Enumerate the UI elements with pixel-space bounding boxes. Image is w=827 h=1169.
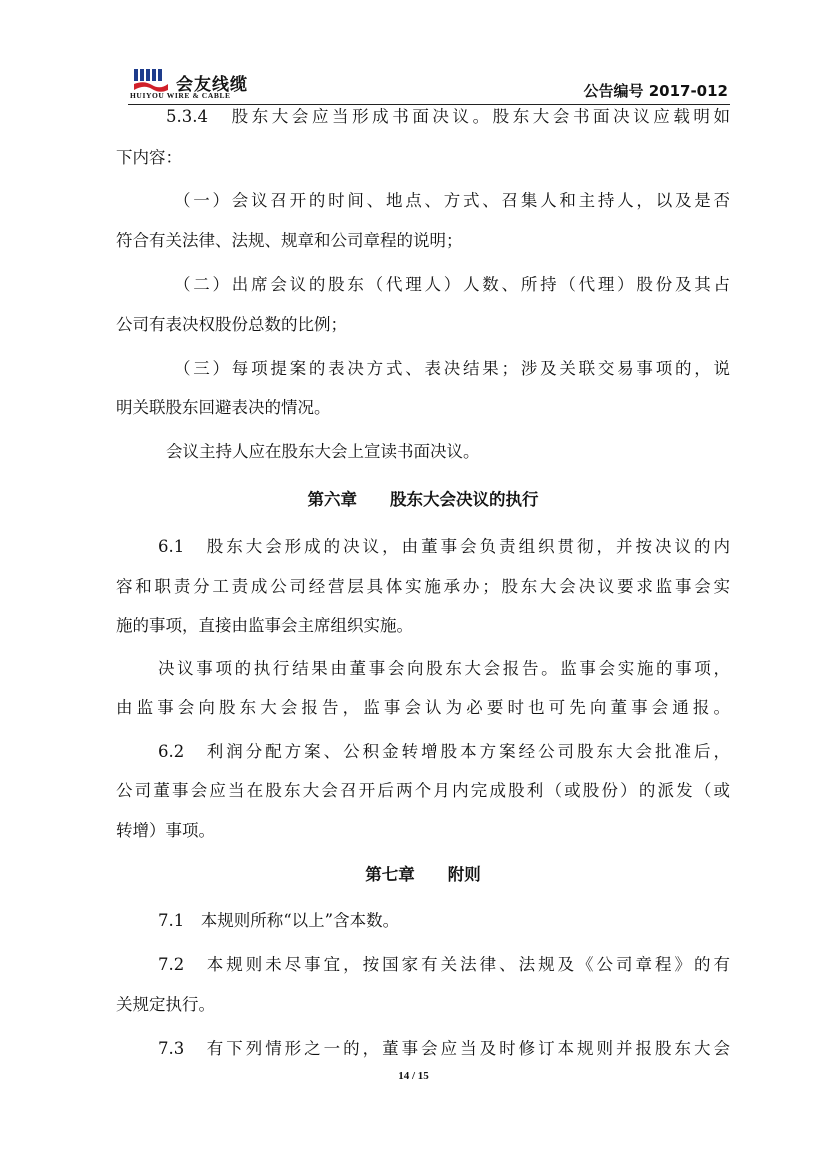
paragraph-line: 明关联股东回避表决的情况。 (116, 398, 331, 417)
announcement-number: 公告编号 2017-012 (583, 82, 728, 100)
paragraph-line: 容和职责分工责成公司经营层具体实施承办；股东大会决议要求监事会实 (116, 577, 730, 596)
paragraph-line: 符合有关法律、法规、规章和公司章程的说明； (116, 231, 463, 250)
paragraph-line: 7.1 本规则所称“以上”含本数。 (158, 911, 400, 930)
paragraph-line: 7.3 有下列情形之一的，董事会应当及时修订本规则并报股东大会 (158, 1039, 730, 1058)
paragraph-line: 由监事会向股东大会报告，监事会认为必要时也可先向董事会通报。 (116, 698, 730, 717)
paragraph-line: 会议主持人应在股东大会上宣读书面决议。 (166, 442, 480, 461)
logo-chinese-name: 会友线缆 (176, 75, 248, 95)
paragraph-line: 5.3.4 股东大会应当形成书面决议。股东大会书面决议应载明如 (166, 107, 730, 126)
page-number: 14 / 15 (398, 1070, 429, 1082)
paragraph-line: 公司有表决权股份总数的比例； (116, 315, 347, 334)
chapter-7-heading: 第七章 附则 (365, 865, 481, 884)
paragraph-line: 转增）事项。 (116, 821, 215, 840)
paragraph-line: （二）出席会议的股东（代理人）人数、所持（代理）股份及其占 (174, 275, 730, 294)
paragraph-line: 关规定执行。 (116, 995, 215, 1014)
paragraph-line: （三）每项提案的表决方式、表决结果；涉及关联交易事项的，说 (174, 359, 730, 378)
logo-english-name: HUIYOU WIRE & CABLE (130, 91, 231, 100)
paragraph-line: 6.1 股东大会形成的决议，由董事会负责组织贯彻，并按决议的内 (158, 537, 730, 556)
page-header (128, 64, 730, 105)
company-logo (128, 66, 288, 100)
paragraph-line: 施的事项，直接由监事会主席组织实施。 (116, 616, 413, 635)
paragraph-line: 决议事项的执行结果由董事会向股东大会报告。监事会实施的事项， (158, 659, 730, 678)
paragraph-line: 下内容： (116, 148, 182, 167)
paragraph-line: 6.2 利润分配方案、公积金转增股本方案经公司股东大会批准后， (158, 742, 730, 761)
chapter-6-heading: 第六章 股东大会决议的执行 (307, 490, 539, 509)
paragraph-line: （一）会议召开的时间、地点、方式、召集人和主持人，以及是否 (174, 191, 730, 210)
paragraph-line: 7.2 本规则未尽事宜，按国家有关法律、法规及《公司章程》的有 (158, 955, 730, 974)
paragraph-line: 公司董事会应当在股东大会召开后两个月内完成股利（或股份）的派发（或 (116, 781, 730, 800)
